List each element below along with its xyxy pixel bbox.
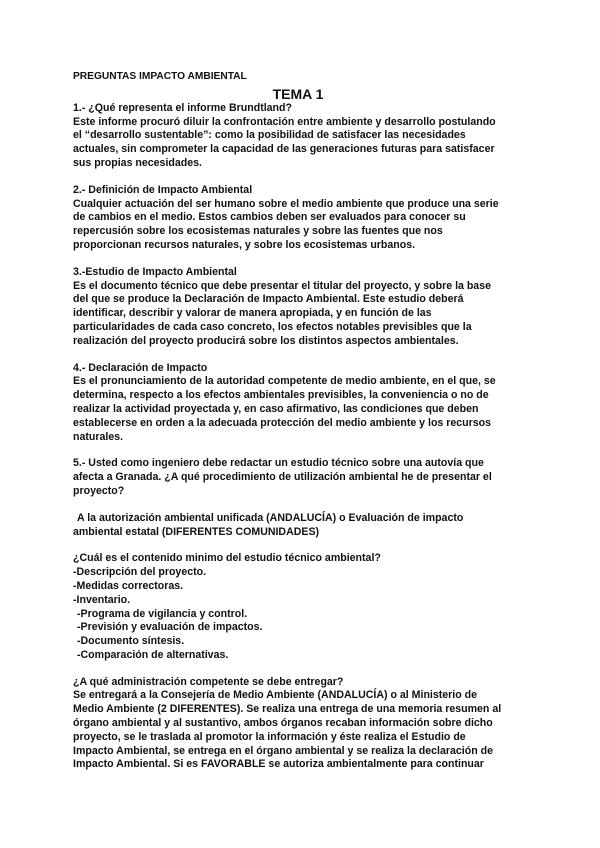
- question-7-line: Se entregará a la Consejería de Medio Ambiente (ANDALUCÍA) o al Ministerio de: [73, 689, 478, 702]
- question-2-heading: 2.- Definición de Impacto Ambiental: [73, 183, 253, 196]
- question-5-heading: proyecto?: [73, 484, 125, 497]
- question-7-heading: ¿A qué administración competente se debe entregar?: [73, 675, 344, 688]
- list-item: -Programa de vigilancia y control.: [77, 607, 248, 620]
- question-1-line: actuales, sin comprometer la capacidad de las generaciones futuras para satisfacer: [73, 143, 495, 156]
- question-1: [73, 102, 523, 171]
- question-7: [73, 676, 523, 773]
- document-page: [73, 70, 523, 772]
- list-item: -Inventario.: [73, 593, 131, 606]
- question-2-line: proporcionan recursos naturales, y sobre los ecosistemas urbanos.: [73, 238, 416, 251]
- question-7-line: Impacto Ambiental. Si es FAVORABLE se autoriza ambientalmente para continuar: [73, 758, 484, 771]
- question-1-line: Este informe procuró diluir la confrontación entre ambiente y desarrollo postulando: [73, 115, 496, 128]
- question-4: [73, 362, 523, 445]
- list-item: -Comparación de alternativas.: [77, 648, 229, 661]
- question-4-line: determina, respecto a los efectos ambientales previsibles, la conveniencia o no de: [73, 389, 489, 402]
- question-4-line: establecerse en orden a la adecuada protección del medio ambiente y los recursos: [73, 416, 492, 429]
- question-5-answer: ambiental estatal (DIFERENTES COMUNIDADES): [73, 525, 320, 538]
- question-3-line: particularidades de cada caso concreto, los efectos notables previsibles que la: [73, 320, 472, 333]
- question-2-line: repercusión sobre los ecosistemas naturales y sobre las fuentes que nos: [73, 225, 443, 238]
- question-1-heading: 1.- ¿Qué representa el informe Brundtland?: [73, 101, 292, 114]
- list-item: -Medidas correctoras.: [73, 579, 184, 592]
- question-5-heading: afecta a Granada. ¿A qué procedimiento de utilización ambiental he de presentar el: [73, 471, 492, 484]
- question-3-line: Es el documento técnico que debe presentar el titular del proyecto, y sobre la base: [73, 279, 491, 292]
- question-7-line: Medio Ambiente (2 DIFERENTES). Se realiza una entrega de una memoria resumen al: [73, 703, 502, 716]
- question-4-line: realizar la actividad proyectada y, en caso afirmativo, las condiciones que deben: [73, 402, 479, 415]
- question-3: [73, 266, 523, 349]
- question-4-line: naturales.: [73, 430, 124, 443]
- question-2-line: de cambios en el medio. Estos cambios deben ser evaluados para conocer su: [73, 211, 466, 224]
- document-title: PREGUNTAS IMPACTO AMBIENTAL: [73, 71, 247, 82]
- question-6-heading: ¿Cuál es el contenido minimo del estudio técnico ambiental?: [73, 552, 381, 565]
- question-5-heading: 5.- Usted como ingeniero debe redactar un estudio técnico sobre una autovía que: [73, 457, 484, 470]
- question-1-line: sus propias necesidades.: [73, 156, 202, 169]
- question-7-line: Impacto Ambiental, se entrega en el órgano ambiental y se realiza la declaración de: [73, 744, 493, 757]
- list-item: -Previsión y evaluación de impactos.: [77, 621, 263, 634]
- question-4-heading: 4.- Declaración de Impacto: [73, 361, 208, 374]
- question-4-line: Es el pronunciamiento de la autoridad competente de medio ambiente, en el que, se: [73, 375, 496, 388]
- question-3-line: realización del proyecto producirá sobre los distintos aspectos ambientales.: [73, 334, 459, 347]
- question-3-heading: 3.-Estudio de Impacto Ambiental: [73, 265, 237, 278]
- question-5: [73, 457, 523, 539]
- question-3-line: identificar, describir y valorar de manera apropiada, y en función de las: [73, 307, 432, 320]
- list-item: -Descripción del proyecto.: [73, 566, 207, 579]
- question-6: [73, 552, 523, 662]
- question-7-line: proyecto, se le traslada al promotor la información y éste realiza el Estudio de: [73, 730, 466, 743]
- question-5-answer: A la autorización ambiental unificada (ANDALUCÍA) o Evaluación de impacto: [77, 511, 464, 524]
- question-1-line: el “desarrollo sustentable”: como la posibilidad de satisfacer las necesidades: [73, 129, 466, 142]
- contents-list: [73, 566, 523, 663]
- question-2: [73, 184, 523, 253]
- question-7-line: órgano ambiental y al sustantivo, ambos órganos recaban información sobre dicho: [73, 717, 493, 730]
- question-2-line: Cualquier actuación del ser humano sobre el medio ambiente que produce una serie: [73, 197, 499, 210]
- tema-heading: TEMA 1: [272, 85, 324, 102]
- list-item: -Documento síntesis.: [77, 635, 185, 648]
- question-3-line: del que se produce la Declaración de Impacto Ambiental. Este estudio deberá: [73, 293, 464, 306]
